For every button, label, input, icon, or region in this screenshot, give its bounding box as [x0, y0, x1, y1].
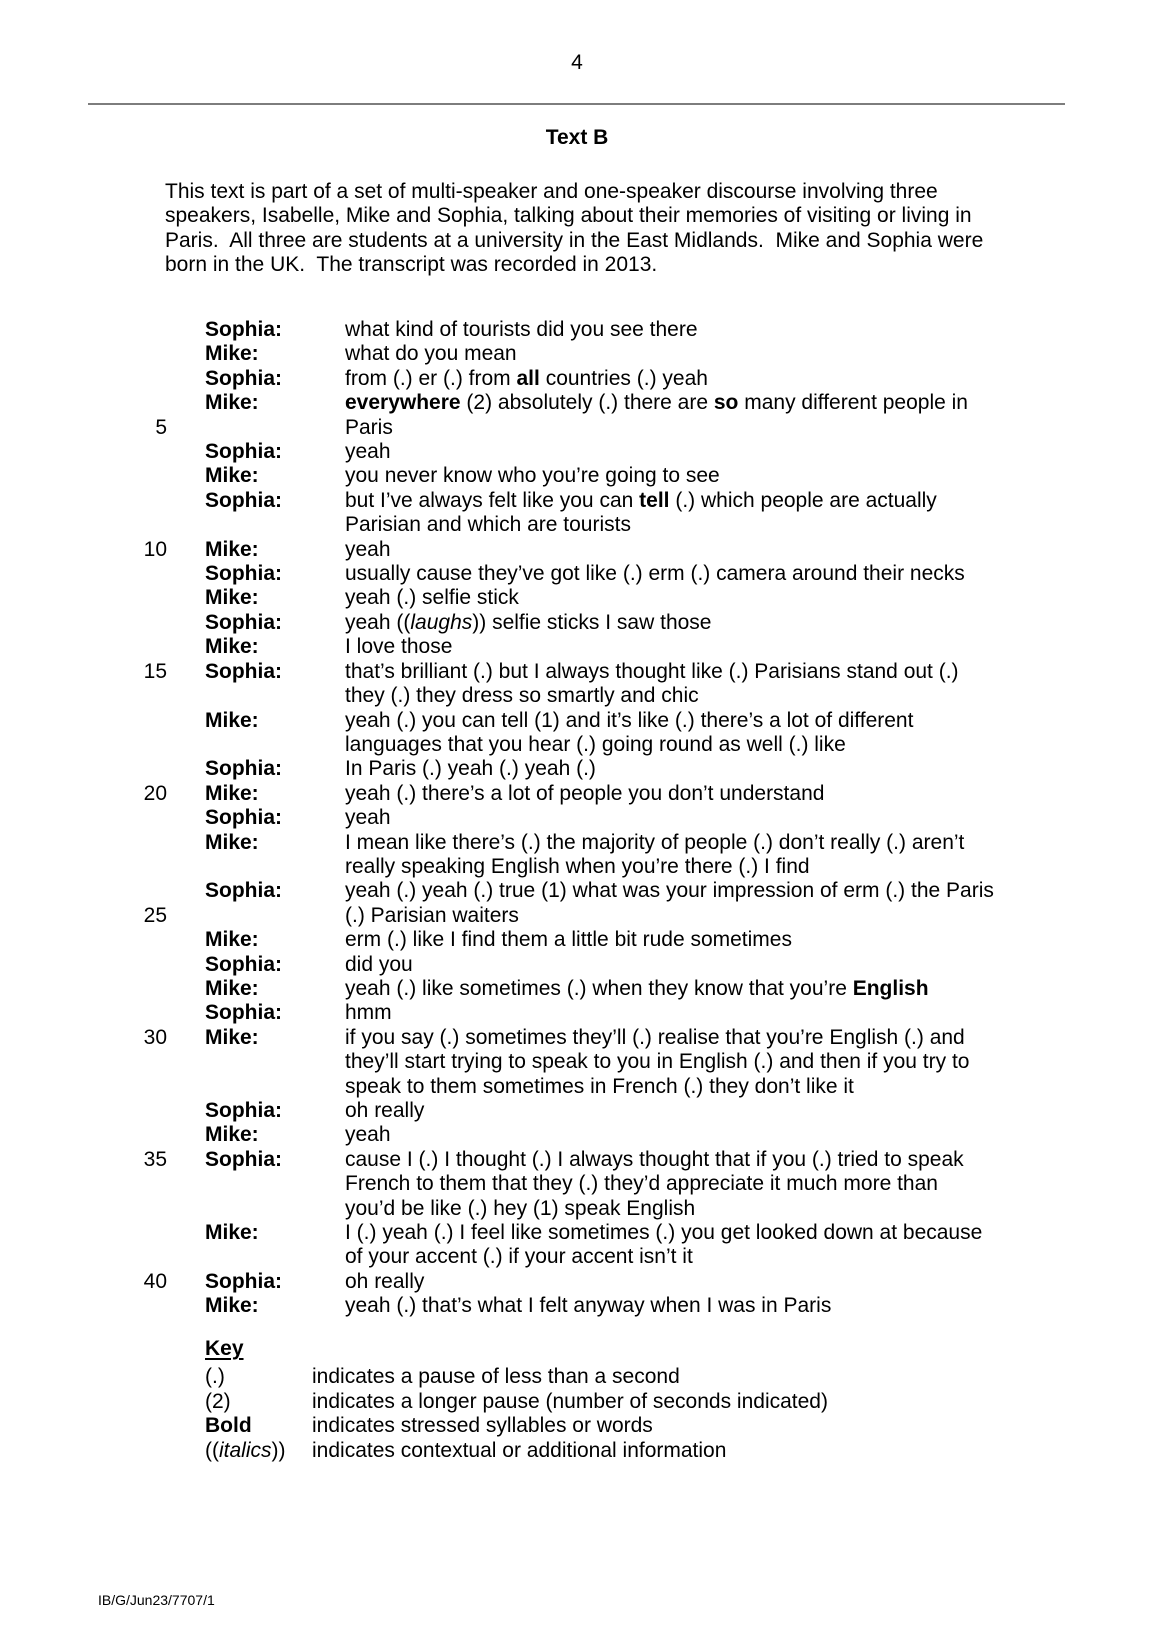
utterance: usually cause they’ve got like (.) erm (.) camera around their necks: [345, 562, 965, 586]
transcript-row: [0, 513, 1158, 537]
transcript-row: [0, 660, 1158, 684]
utterance: I love those: [345, 635, 453, 659]
line-number: [0, 977, 167, 1001]
line-number: [0, 757, 167, 781]
transcript-row: [0, 318, 1158, 342]
key-section: [205, 1337, 828, 1463]
utterance: I mean like there’s (.) the majority of people (.) don’t really (.) aren’t: [345, 830, 965, 854]
speaker-label: [167, 855, 345, 879]
utterance: yeah (.) you can tell (1) and it’s like (.) there’s a lot of different: [345, 708, 914, 732]
transcript-row: [0, 635, 1158, 659]
line-number: 20: [143, 781, 167, 805]
utterance: yeah: [345, 806, 391, 830]
line-number: [0, 318, 167, 342]
key-description: indicates contextual or additional information: [312, 1438, 727, 1462]
speaker-label: Mike:: [205, 1294, 259, 1318]
utterance: I (.) yeah (.) I feel like sometimes (.) you get looked down at because: [345, 1221, 983, 1245]
line-number: 10: [143, 537, 167, 561]
transcript-row: [0, 928, 1158, 952]
transcript: [0, 318, 1158, 1319]
transcript-row: [0, 1123, 1158, 1147]
speaker-label: Mike:: [205, 928, 259, 952]
utterance: what kind of tourists did you see there: [345, 318, 698, 341]
utterance: cause I (.) I thought (.) I always thought that if you (.) tried to speak: [345, 1147, 964, 1171]
intro-line: speakers, Isabelle, Mike and Sophia, talking about their memories of visiting or living in: [165, 204, 972, 228]
transcript-row: [0, 1270, 1158, 1294]
line-number: [0, 1050, 167, 1074]
speaker-label: Sophia:: [205, 952, 282, 976]
speaker-label: [167, 1172, 345, 1196]
transcript-row: [0, 1172, 1158, 1196]
transcript-row: [0, 489, 1158, 513]
line-number: [0, 342, 167, 366]
line-number: 35: [143, 1147, 167, 1171]
transcript-row: [0, 709, 1158, 733]
line-number: [0, 684, 167, 708]
line-number: [0, 831, 167, 855]
speaker-label: [167, 904, 345, 928]
speaker-label: Mike:: [205, 635, 259, 659]
key-row: [205, 1365, 828, 1389]
utterance: hmm: [345, 1001, 392, 1025]
transcript-row: [0, 1001, 1158, 1025]
intro-line: Paris. All three are students at a university in the East Midlands. Mike and Sophia were: [165, 228, 984, 252]
utterance: did you: [345, 952, 413, 976]
transcript-row: [0, 367, 1158, 391]
speaker-label: Sophia:: [205, 610, 282, 634]
utterance: that’s brilliant (.) but I always thought like (.) Parisians stand out (.): [345, 659, 959, 683]
utterance: yeah (.) selfie stick: [345, 586, 519, 610]
key-description: indicates stressed syllables or words: [312, 1414, 653, 1438]
utterance: yeah (.) there’s a lot of people you don’t understand: [345, 781, 825, 805]
speaker-label: Sophia:: [205, 1001, 282, 1025]
utterance: oh really: [345, 1269, 425, 1293]
utterance: Paris: [345, 415, 393, 439]
utterance: (.) Parisian waiters: [345, 903, 519, 927]
transcript-row: [0, 831, 1158, 855]
utterance: of your accent (.) if your accent isn’t it: [345, 1245, 693, 1269]
utterance: languages that you hear (.) going round as well (.) like: [345, 732, 846, 756]
speaker-label: Sophia:: [205, 488, 282, 512]
line-number: 5: [155, 415, 167, 439]
speaker-label: Mike:: [205, 391, 259, 415]
intro-line: born in the UK. The transcript was recorded in 2013.: [165, 253, 658, 277]
footer-reference-code: IB/G/Jun23/7707/1: [98, 1592, 215, 1608]
transcript-row: [0, 440, 1158, 464]
speaker-label: Sophia:: [205, 659, 282, 683]
transcript-row: [0, 855, 1158, 879]
transcript-row: [0, 1099, 1158, 1123]
intro-paragraph: [165, 180, 983, 278]
speaker-label: Mike:: [205, 708, 259, 732]
speaker-label: Mike:: [205, 537, 259, 561]
utterance: from (.) er (.) from all countries (.) yeah: [345, 366, 708, 390]
line-number: [0, 440, 167, 464]
transcript-row: [0, 1026, 1158, 1050]
line-number: [0, 709, 167, 733]
page-number: 4: [571, 51, 583, 74]
line-number: 40: [143, 1269, 167, 1293]
speaker-label: Mike:: [205, 1123, 259, 1147]
transcript-row: [0, 391, 1158, 415]
line-number: 15: [143, 659, 167, 683]
utterance: but I’ve always felt like you can tell (.) which people are actually: [345, 488, 937, 512]
line-number: 25: [143, 903, 167, 927]
speaker-label: [167, 1050, 345, 1074]
utterance: what do you mean: [345, 342, 517, 366]
speaker-label: Sophia:: [205, 1099, 282, 1122]
transcript-row: [0, 977, 1158, 1001]
speaker-label: Sophia:: [205, 366, 282, 390]
key-row: [205, 1414, 828, 1438]
speaker-label: Sophia:: [205, 440, 282, 464]
line-number: [0, 489, 167, 513]
utterance: they (.) they dress so smartly and chic: [345, 684, 699, 708]
transcript-row: [0, 1245, 1158, 1269]
key-symbol: (.): [205, 1365, 225, 1389]
line-number: [0, 1001, 167, 1025]
speaker-label: Sophia:: [205, 1147, 282, 1171]
key-symbol: (2): [205, 1389, 231, 1413]
key-symbol: Bold: [205, 1414, 252, 1438]
speaker-label: [167, 1245, 345, 1269]
speaker-label: Sophia:: [205, 1269, 282, 1293]
utterance: yeah (.) yeah (.) true (1) what was your impression of erm (.) the Paris: [345, 879, 994, 903]
header-rule: [88, 103, 1065, 105]
transcript-row: [0, 586, 1158, 610]
line-number: [0, 1245, 167, 1269]
utterance: speak to them sometimes in French (.) they don’t like it: [345, 1074, 854, 1098]
transcript-row: [0, 733, 1158, 757]
transcript-row: [0, 342, 1158, 366]
speaker-label: [167, 416, 345, 440]
line-number: [0, 1197, 167, 1221]
transcript-row: [0, 782, 1158, 806]
utterance: oh really: [345, 1099, 425, 1122]
utterance: you’d be like (.) hey (1) speak English: [345, 1196, 696, 1220]
line-number: [0, 733, 167, 757]
transcript-row: [0, 611, 1158, 635]
utterance: they’ll start trying to speak to you in English (.) and then if you try to: [345, 1050, 970, 1074]
line-number: [0, 953, 167, 977]
utterance: everywhere (2) absolutely (.) there are so many different people in: [345, 391, 968, 415]
transcript-row: [0, 538, 1158, 562]
transcript-row: [0, 1075, 1158, 1099]
line-number: [0, 1099, 167, 1123]
transcript-row: [0, 416, 1158, 440]
utterance: really speaking English when you’re there (.) I find: [345, 854, 810, 878]
speaker-label: Mike:: [205, 342, 259, 366]
utterance: yeah (.) like sometimes (.) when they know that you’re English: [345, 976, 929, 1000]
line-number: [0, 391, 167, 415]
speaker-label: Sophia:: [205, 562, 282, 586]
speaker-label: Sophia:: [205, 757, 282, 781]
speaker-label: [167, 684, 345, 708]
line-number: [0, 806, 167, 830]
utterance: Parisian and which are tourists: [345, 513, 631, 537]
transcript-row: [0, 684, 1158, 708]
line-number: [0, 1221, 167, 1245]
key-row: [205, 1390, 828, 1414]
speaker-label: Mike:: [205, 464, 259, 488]
transcript-row: [0, 953, 1158, 977]
speaker-label: Mike:: [205, 1221, 259, 1245]
speaker-label: [167, 733, 345, 757]
utterance: yeah (.) that’s what I felt anyway when I was in Paris: [345, 1294, 832, 1318]
transcript-row: [0, 1294, 1158, 1318]
transcript-row: [0, 1221, 1158, 1245]
line-number: [0, 1123, 167, 1147]
transcript-row: [0, 1148, 1158, 1172]
utterance: yeah ((laughs)) selfie sticks I saw those: [345, 610, 712, 634]
transcript-row: [0, 879, 1158, 903]
line-number: [0, 586, 167, 610]
intro-line: This text is part of a set of multi-speaker and one-speaker discourse involving three: [165, 180, 938, 203]
page-title: Text B: [545, 126, 609, 149]
speaker-label: Mike:: [205, 586, 259, 610]
line-number: 30: [143, 1025, 167, 1049]
speaker-label: Mike:: [205, 830, 259, 854]
transcript-row: [0, 757, 1158, 781]
line-number: [0, 1294, 167, 1318]
line-number: [0, 855, 167, 879]
utterance: In Paris (.) yeah (.) yeah (.): [345, 757, 596, 781]
speaker-label: Mike:: [205, 1025, 259, 1049]
speaker-label: [167, 513, 345, 537]
transcript-row: [0, 1197, 1158, 1221]
utterance: yeah: [345, 1123, 391, 1147]
line-number: [0, 562, 167, 586]
utterance: erm (.) like I find them a little bit rude sometimes: [345, 928, 792, 952]
transcript-row: [0, 904, 1158, 928]
speaker-label: Sophia:: [205, 318, 282, 341]
transcript-row: [0, 464, 1158, 488]
utterance: you never know who you’re going to see: [345, 464, 720, 488]
key-symbol: ((italics)): [205, 1438, 286, 1462]
line-number: [0, 367, 167, 391]
line-number: [0, 635, 167, 659]
line-number: [0, 928, 167, 952]
transcript-row: [0, 562, 1158, 586]
transcript-row: [0, 806, 1158, 830]
key-items: [205, 1365, 828, 1463]
speaker-label: Sophia:: [205, 879, 282, 903]
speaker-label: [167, 1075, 345, 1099]
key-row: [205, 1439, 828, 1463]
line-number: [0, 1172, 167, 1196]
speaker-label: [167, 1197, 345, 1221]
line-number: [0, 464, 167, 488]
utterance: yeah: [345, 440, 391, 464]
speaker-label: Sophia:: [205, 806, 282, 830]
transcript-row: [0, 1050, 1158, 1074]
utterance: yeah: [345, 537, 391, 561]
line-number: [0, 1075, 167, 1099]
utterance: if you say (.) sometimes they’ll (.) realise that you’re English (.) and: [345, 1025, 965, 1049]
line-number: [0, 513, 167, 537]
speaker-label: Mike:: [205, 976, 259, 1000]
key-description: indicates a pause of less than a second: [312, 1365, 680, 1389]
utterance: French to them that they (.) they’d appreciate it much more than: [345, 1172, 938, 1196]
key-heading: Key: [205, 1337, 244, 1360]
speaker-label: Mike:: [205, 781, 259, 805]
line-number: [0, 611, 167, 635]
key-description: indicates a longer pause (number of seconds indicated): [312, 1389, 828, 1413]
line-number: [0, 879, 167, 903]
